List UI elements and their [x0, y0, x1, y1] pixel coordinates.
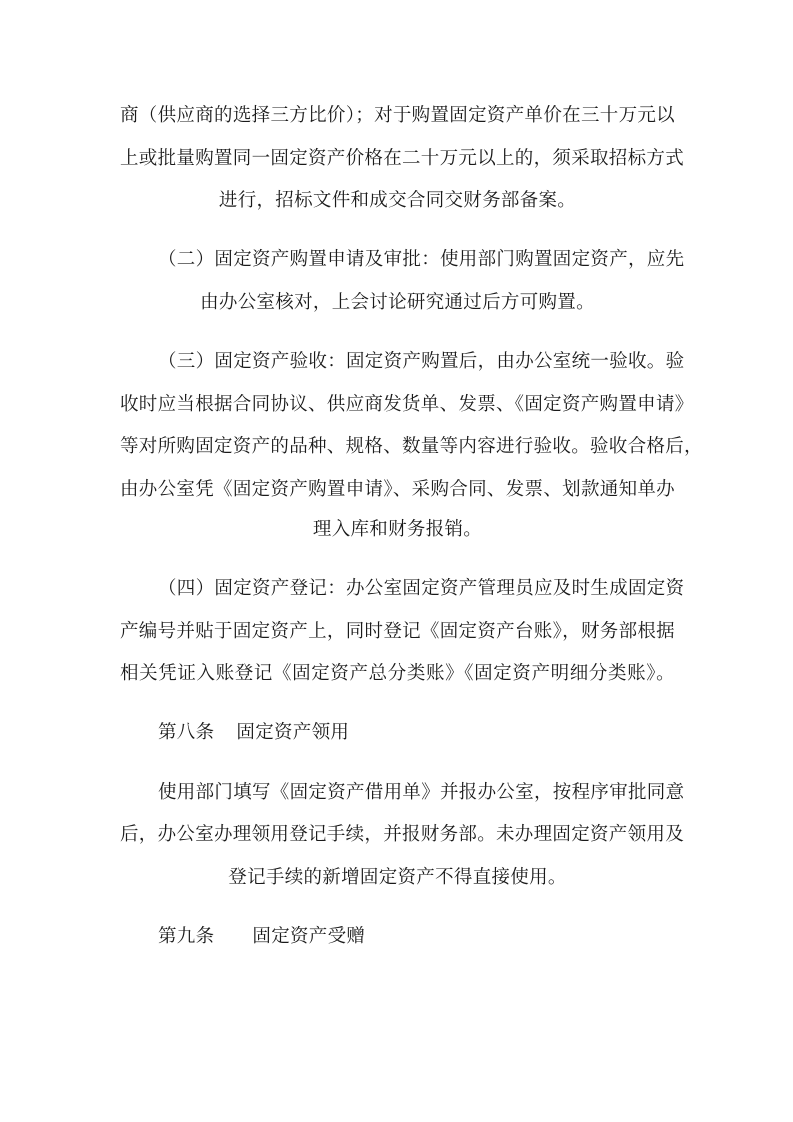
- paragraph-line: 登记手续的新增固定资产不得直接使用。: [228, 867, 567, 888]
- paragraph-line: 理入库和财务报销。: [312, 519, 483, 540]
- paragraph-line: 使用部门填写《固定资产借用单》并报办公室，按程序审批同意: [158, 782, 685, 803]
- paragraph-line: 相关凭证入账登记《固定资产总分类账》《固定资产明细分类账》。: [120, 663, 675, 684]
- paragraph-line: 由办公室凭《固定资产购置申请》、采购合同、发票、划款通知单办: [120, 479, 675, 500]
- paragraph-line: （四）固定资产登记：办公室固定资产管理员应及时生成固定资: [158, 578, 685, 599]
- article-title: 固定资产受赠: [252, 926, 366, 947]
- paragraph-line: 收时应当根据合同协议、供应商发货单、发票、《固定资产购置申请》: [120, 394, 694, 415]
- article-number: 第八条: [158, 722, 215, 743]
- paragraph-line: （三）固定资产验收：固定资产购置后，由办公室统一验收。验: [158, 351, 685, 372]
- paragraph-line: 进行，招标文件和成交合同交财务部备案。: [218, 190, 577, 211]
- paragraph-line: 等对所购固定资产的品种、规格、数量等内容进行验收。验收合格后，: [120, 436, 703, 457]
- paragraph-line: 上或批量购置同一固定资产价格在二十万元以上的，须采取招标方式: [120, 148, 685, 169]
- paragraph-line: 后，办公室办理领用登记手续，并报财务部。未办理固定资产领用及: [120, 824, 685, 845]
- article-title: 固定资产领用: [236, 722, 350, 743]
- paragraph-line: 商（供应商的选择三方比价）；对于购置固定资产单价在三十万元以: [120, 105, 675, 126]
- paragraph-line: （二）固定资产购置申请及审批：使用部门购置固定资产，应先: [158, 249, 685, 270]
- article-heading: [158, 924, 365, 950]
- paragraph-line: 由办公室核对，上会讨论研究通过后方可购置。: [200, 292, 595, 313]
- article-heading: [158, 720, 349, 746]
- article-number: 第九条: [158, 926, 215, 947]
- paragraph-line: 产编号并贴于固定资产上，同时登记《固定资产台账》，财务部根据: [120, 621, 675, 642]
